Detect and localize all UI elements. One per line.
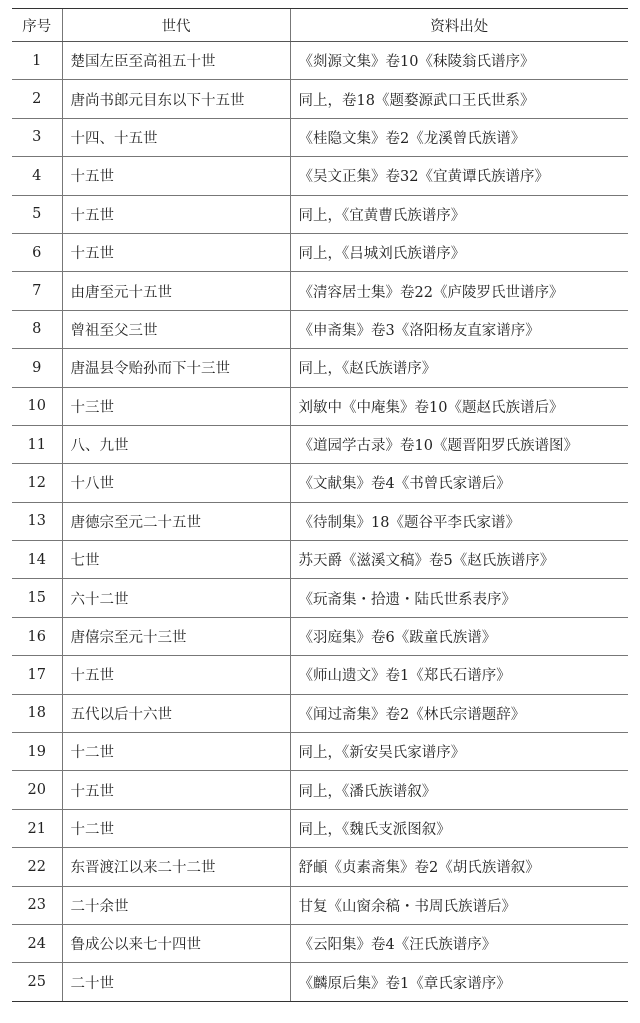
table-row [12, 963, 628, 1001]
cell-index: 11 [12, 425, 62, 463]
cell-generation: 唐温县令贻孙而下十三世 [62, 349, 290, 387]
cell-index: 16 [12, 617, 62, 655]
cell-source: 舒頔《贞素斋集》卷2《胡氏族谱叙》 [290, 848, 628, 886]
cell-index: 14 [12, 541, 62, 579]
cell-generation: 六十二世 [62, 579, 290, 617]
table-body [12, 42, 628, 1002]
table-row [12, 886, 628, 924]
cell-source: 苏天爵《滋溪文稿》卷5《赵氏族谱序》 [290, 541, 628, 579]
table-row [12, 464, 628, 502]
cell-source: 《申斋集》卷3《洛阳杨友直家谱序》 [290, 310, 628, 348]
table-row [12, 694, 628, 732]
cell-index: 19 [12, 733, 62, 771]
cell-index: 7 [12, 272, 62, 310]
cell-index: 10 [12, 387, 62, 425]
table-row [12, 157, 628, 195]
cell-source: 《闻过斋集》卷2《林氏宗谱题辞》 [290, 694, 628, 732]
cell-source: 同上，《新安吴氏家谱序》 [290, 733, 628, 771]
cell-source: 《文献集》卷4《书曾氏家谱后》 [290, 464, 628, 502]
table-row [12, 809, 628, 847]
cell-generation: 鲁成公以来七十四世 [62, 924, 290, 962]
table-row [12, 233, 628, 271]
genealogy-table [12, 8, 628, 1002]
cell-generation: 十三世 [62, 387, 290, 425]
cell-source: 《羽庭集》卷6《跋童氏族谱》 [290, 617, 628, 655]
cell-index: 21 [12, 809, 62, 847]
cell-index: 8 [12, 310, 62, 348]
cell-source: 刘敏中《中庵集》卷10《题赵氏族谱后》 [290, 387, 628, 425]
cell-source: 同上，卷18《题婺源武口王氏世系》 [290, 80, 628, 118]
table-row [12, 733, 628, 771]
cell-index: 1 [12, 42, 62, 80]
cell-source: 《道园学古录》卷10《题晋阳罗氏族谱图》 [290, 425, 628, 463]
cell-generation: 十四、十五世 [62, 118, 290, 156]
cell-source: 《桂隐文集》卷2《龙溪曾氏族谱》 [290, 118, 628, 156]
cell-generation: 东晋渡江以来二十二世 [62, 848, 290, 886]
cell-source: 同上，《宜黄曹氏族谱序》 [290, 195, 628, 233]
table-header-row [12, 9, 628, 42]
table-row [12, 272, 628, 310]
cell-generation: 五代以后十六世 [62, 694, 290, 732]
cell-generation: 唐尚书郎元目东以下十五世 [62, 80, 290, 118]
cell-generation: 十五世 [62, 771, 290, 809]
cell-source: 同上，《吕城刘氏族谱序》 [290, 233, 628, 271]
cell-index: 2 [12, 80, 62, 118]
cell-source: 《吴文正集》卷32《宜黄谭氏族谱序》 [290, 157, 628, 195]
cell-source: 甘复《山窗余稿・书周氏族谱后》 [290, 886, 628, 924]
table-row [12, 80, 628, 118]
cell-source: 《玩斋集・拾遗・陆氏世系表序》 [290, 579, 628, 617]
table-row [12, 617, 628, 655]
cell-generation: 十八世 [62, 464, 290, 502]
cell-source: 《麟原后集》卷1《章氏家谱序》 [290, 963, 628, 1001]
cell-source: 《师山遗文》卷1《郑氏石谱序》 [290, 656, 628, 694]
cell-index: 13 [12, 502, 62, 540]
cell-index: 6 [12, 233, 62, 271]
table-row [12, 541, 628, 579]
table-row [12, 771, 628, 809]
table-row [12, 195, 628, 233]
cell-generation: 二十世 [62, 963, 290, 1001]
cell-index: 25 [12, 963, 62, 1001]
table-row [12, 118, 628, 156]
cell-index: 24 [12, 924, 62, 962]
cell-index: 17 [12, 656, 62, 694]
table-row [12, 425, 628, 463]
cell-source: 同上，《魏氏支派图叙》 [290, 809, 628, 847]
cell-index: 15 [12, 579, 62, 617]
table-row [12, 579, 628, 617]
cell-generation: 由唐至元十五世 [62, 272, 290, 310]
cell-index: 18 [12, 694, 62, 732]
table-row [12, 848, 628, 886]
cell-generation: 七世 [62, 541, 290, 579]
cell-generation: 十五世 [62, 233, 290, 271]
table-row [12, 656, 628, 694]
cell-index: 4 [12, 157, 62, 195]
cell-index: 5 [12, 195, 62, 233]
cell-generation: 曾祖至父三世 [62, 310, 290, 348]
cell-source: 《云阳集》卷4《汪氏族谱序》 [290, 924, 628, 962]
cell-source: 同上，《潘氏族谱叙》 [290, 771, 628, 809]
cell-generation: 十五世 [62, 157, 290, 195]
cell-index: 12 [12, 464, 62, 502]
column-header-index: 序号 [12, 9, 62, 42]
table-row [12, 349, 628, 387]
cell-index: 3 [12, 118, 62, 156]
table-row [12, 42, 628, 80]
cell-generation: 十二世 [62, 733, 290, 771]
cell-index: 20 [12, 771, 62, 809]
cell-generation: 十五世 [62, 656, 290, 694]
cell-generation: 二十余世 [62, 886, 290, 924]
cell-index: 23 [12, 886, 62, 924]
cell-generation: 楚国左臣至高祖五十世 [62, 42, 290, 80]
cell-index: 9 [12, 349, 62, 387]
cell-index: 22 [12, 848, 62, 886]
table-row [12, 502, 628, 540]
column-header-source: 资料出处 [290, 9, 628, 42]
table-row [12, 387, 628, 425]
cell-source: 《清容居士集》卷22《庐陵罗氏世谱序》 [290, 272, 628, 310]
column-header-generation: 世代 [62, 9, 290, 42]
cell-generation: 十二世 [62, 809, 290, 847]
cell-generation: 八、九世 [62, 425, 290, 463]
cell-generation: 十五世 [62, 195, 290, 233]
table-row [12, 924, 628, 962]
table-row [12, 310, 628, 348]
cell-source: 《待制集》18《题谷平李氏家谱》 [290, 502, 628, 540]
cell-generation: 唐僖宗至元十三世 [62, 617, 290, 655]
cell-generation: 唐德宗至元二十五世 [62, 502, 290, 540]
cell-source: 《剡源文集》卷10《秣陵翁氏谱序》 [290, 42, 628, 80]
cell-source: 同上，《赵氏族谱序》 [290, 349, 628, 387]
